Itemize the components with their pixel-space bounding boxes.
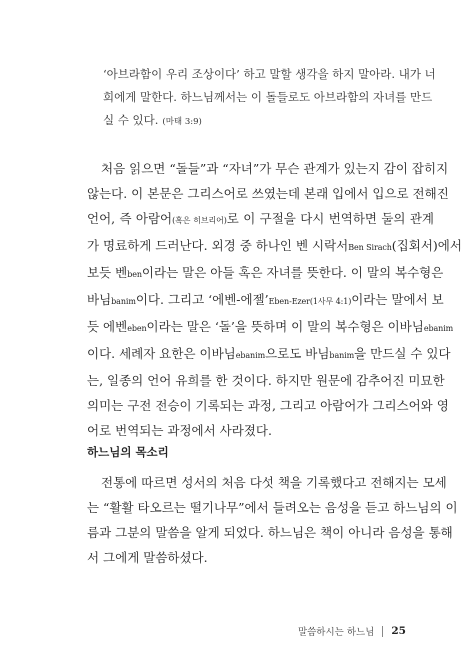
- gloss: ebanim: [423, 324, 454, 333]
- body-text: 이다. 그리고 ‘에벤-에젤’: [135, 292, 269, 307]
- body-text: 가 명료하게 드러난다. 외경 중 하나인 벤 시락서: [87, 238, 349, 253]
- body-text: 이다. 세례자 요한은 이바님: [87, 346, 236, 361]
- scripture-quote: [103, 63, 436, 134]
- body-line: [87, 341, 451, 368]
- body-line: [87, 233, 462, 260]
- body-text: 으로도 바님: [265, 346, 330, 361]
- body-text: 바님: [87, 292, 112, 307]
- body-text: 듯 에벤: [87, 319, 128, 334]
- gloss: ebanim: [235, 351, 266, 360]
- page-number: 25: [391, 625, 406, 637]
- body-text: 이라는 말은 아들 혹은 자녀를 뜻한다. 이 말의 복수형은: [141, 265, 444, 280]
- body-text: 에서: [437, 238, 462, 253]
- body-line: [87, 287, 444, 314]
- page-footer: [298, 624, 406, 638]
- body-text: 이라는 말에서 보: [351, 292, 444, 307]
- gloss: (1사무 4:1): [309, 297, 352, 306]
- quote-citation: (마태 3:9): [162, 117, 202, 127]
- body-text: 을 만드실 수 있다: [354, 346, 451, 361]
- body-text: 이라는 말은 ‘돌’을 뜻하며 이 말의 복수형은 이바님: [146, 319, 424, 334]
- quote-line-text: 실 수 있다.: [103, 113, 159, 127]
- gloss: ben: [127, 270, 142, 279]
- quote-line-text: 희에게 말한다. 하느님께서는 이 돌들로도 아브라함의 자녀를 만드: [103, 90, 433, 104]
- gloss: Ben Sirach: [348, 243, 392, 252]
- quote-line: ‘아브라함이 우리 조상이다’ 하고 말할 생각을 하지 말아라. 내가 너: [103, 67, 436, 81]
- quote-line: [103, 109, 421, 134]
- body-text: 언어, 즉 아람어: [87, 211, 173, 226]
- body-paragraph: [87, 156, 462, 443]
- running-title: 말씀하시는 하느님: [297, 627, 375, 638]
- gloss: (혹은 히브리어): [172, 216, 227, 225]
- body-line: [87, 206, 434, 233]
- body-line: 의미는 구전 전승이 기록되는 과정, 그리고 아람어가 그리스어와 영: [87, 398, 449, 413]
- body-line: [87, 260, 444, 287]
- section-line: 전통에 따르면 성서의 처음 다섯 책을 기록했다고 전해지는 모세: [101, 475, 447, 490]
- gloss: banim: [111, 297, 136, 306]
- section-line: 름과 그분의 말씀을 알게 되었다. 하느님은 책이 아니라 음성을 통해: [87, 525, 453, 540]
- footer-divider: [382, 626, 383, 637]
- gloss: banim: [329, 351, 355, 360]
- section-line: 서 그에게 말씀하셨다.: [87, 550, 208, 565]
- body-text: 보듯 벤: [87, 265, 128, 280]
- quote-line: [103, 86, 433, 109]
- body-text: (집회서): [391, 238, 438, 253]
- section-heading: 하느님의 목소리: [87, 445, 169, 459]
- body-text: 로 이 구절을 다시 번역하면 둘의 관계: [226, 211, 434, 226]
- body-line: 는, 일종의 언어 유희를 한 것이다. 하지만 원문에 감추어진 미묘한: [87, 373, 445, 388]
- body-line: [87, 314, 454, 341]
- section-paragraph: [87, 470, 458, 570]
- section-line: 는 “활활 타오르는 떨기나무”에서 들려오는 음성을 듣고 하느님의 이: [87, 500, 458, 515]
- body-line: 않는다. 이 본문은 그리스어로 쓰였는데 본래 입에서 입으로 전해진: [87, 186, 449, 201]
- body-line: 처음 읽으면 “돌들”과 “자녀”가 무슨 관계가 있는지 감이 잡히지: [101, 161, 449, 176]
- body-line: 어로 번역되는 과정에서 사라졌다.: [87, 423, 272, 438]
- gloss: eben: [127, 324, 147, 333]
- gloss: Eben-Ezer: [268, 297, 310, 306]
